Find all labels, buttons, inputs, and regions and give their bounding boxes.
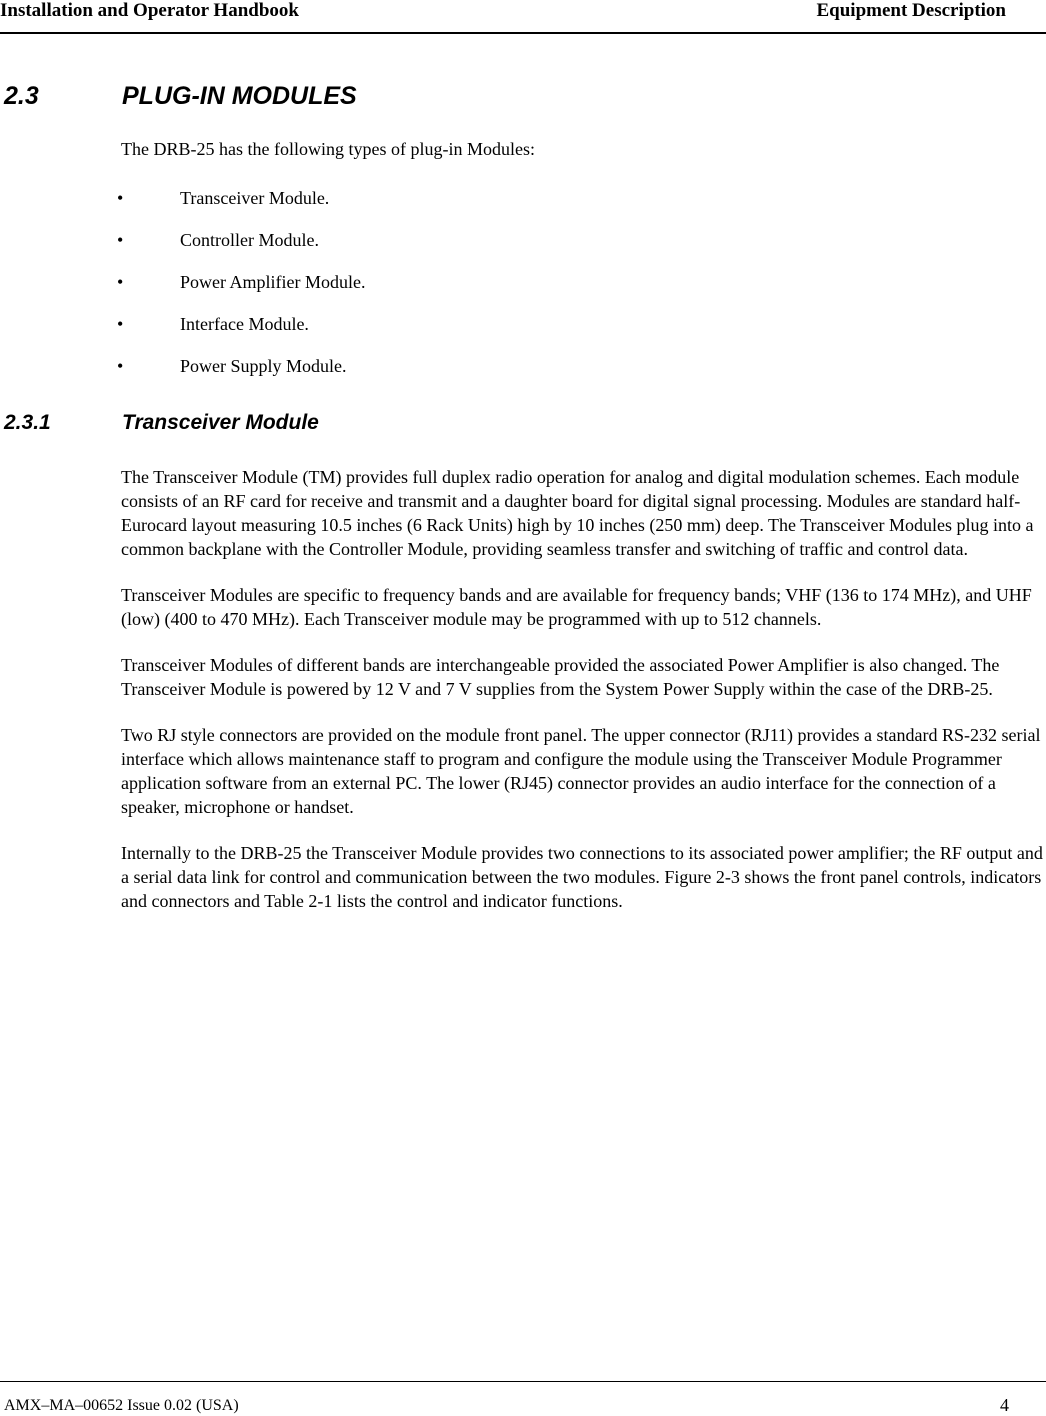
section-number: 2.3: [4, 82, 39, 110]
paragraph: Transceiver Modules of different bands are interchangeable provided the associated Power Amplifier is also changed. The Transceiver Module is powered by 12 V and 7 V supplies from the System Power Supply within the case of the DRB-25.: [121, 655, 1000, 699]
subsection-number: 2.3.1: [4, 411, 51, 434]
list-item-text: Interface Module.: [180, 314, 309, 334]
paragraph: Internally to the DRB-25 the Transceiver Module provides two connections to its associated power amplifier; the RF output and a serial data link for control and communication between the two modules. Figure 2-3 shows the front panel controls, indicators and connectors and Table 2-1 lists the control and indicator functions.: [121, 843, 1043, 911]
header-title: Installation and Operator Handbook: [0, 0, 299, 21]
paragraph: Transceiver Modules are specific to frequency bands and are available for frequency bands; VHF (136 to 174 MHz), and UHF (low) (400 to 470 MHz). Each Transceiver module may be programmed with up to 512 channels.: [121, 585, 1032, 629]
section-intro: The DRB-25 has the following types of plug-in Modules:: [121, 139, 535, 159]
list-item-text: Transceiver Module.: [180, 188, 330, 208]
document-id: AMX–MA–00652 Issue 0.02 (USA): [4, 1397, 239, 1414]
page-number: 4: [1000, 1395, 1009, 1415]
bullet-icon: •: [117, 356, 124, 376]
subsection-body: [121, 465, 1043, 935]
list-item-text: Power Amplifier Module.: [180, 272, 366, 292]
bullet-icon: •: [117, 188, 124, 208]
footer-divider: [0, 1381, 1046, 1382]
bullet-icon: •: [117, 230, 124, 250]
bullet-icon: •: [117, 272, 124, 292]
subsection-title: Transceiver Module: [122, 411, 319, 434]
list-item-text: Controller Module.: [180, 230, 319, 250]
header-divider: [0, 32, 1046, 34]
header-section: Equipment Description: [816, 0, 1006, 21]
list-item-text: Power Supply Module.: [180, 356, 347, 376]
bullet-icon: •: [117, 314, 124, 334]
paragraph: The Transceiver Module (TM) provides full duplex radio operation for analog and digital modulation schemes. Each module consists of an RF card for receive and transmit and a daughter board for digital signal processing. Modules are standard half-Eurocard layout measuring 10.5 inches (6 Rack Units) high by 10 inches (250 mm) deep. The Transceiver Modules plug into a common backplane with the Controller Module, providing seamless transfer and switching of traffic and control data.: [121, 467, 1034, 559]
paragraph: Two RJ style connectors are provided on the module front panel. The upper connector (RJ11) provides a standard RS-232 serial interface which allows maintenance staff to program and configure the module using the Transceiver Module Programmer application software from an external PC. The lower (RJ45) connector provides an audio interface for the connection of a speaker, microphone or handset.: [121, 725, 1041, 817]
section-title: PLUG-IN MODULES: [122, 82, 357, 110]
